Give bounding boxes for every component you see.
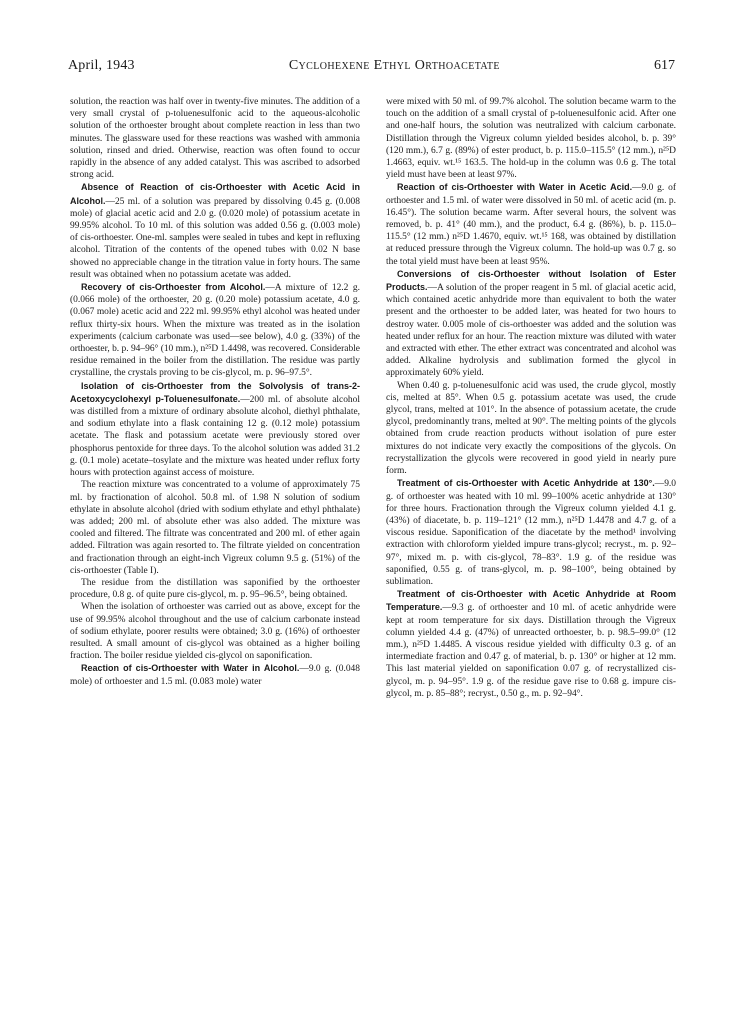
paragraph-body: —9.0 g. of orthoester and 1.5 ml. of water were dissolved in 50 ml. of acetic acid (m. p. 16.45°). The solution became warm. After several hours, the solvent was removed, b. p. 41° (40 mm.), and the product, 6.4 g. (86%), b. p. 115.0–115.5° (12 mm.) n²⁵D 1.4670, equiv. wt.¹⁵ 168, was obtained by distillation at reduced pressure through the Vigreux column. The hold-up was 0.7 g. so the total yield must have been at least 95%.	[386, 183, 676, 267]
header-date: April, 1943	[68, 58, 135, 73]
paragraph-body: —9.0 g. (0.048 mole) of orthoester and 1.5 ml. (0.083 mole) water	[70, 664, 360, 687]
header-title: Cyclohexene Ethyl Orthoacetate	[288, 58, 500, 73]
paragraph-body: —25 ml. of a solution was prepared by dissolving 0.45 g. (0.008 mole) of glacial acetic acid and 2.0 g. (0.020 mole) of potassium acetate in 99.95% alcohol. To 10 ml. of this solution was added 0.56 g. (0.003 mole) of cis-orthoester. One-ml. samples were sealed in tubes and kept in refluxing alcohol. Titration of the contents of the opened tubes with 0.02 N base showed no appreciable change in the titration value in forty hours. The same result was obtained when no potassium acetate was added.	[70, 196, 360, 280]
paragraph-body: —A mixture of 12.2 g. (0.066 mole) of the orthoester, 20 g. (0.20 mole) potassium acetate, 4.0 g. (0.067 mole) acetic acid and 222 ml. 99.95% ethyl alcohol was heated under reflux thirty-six hours. When the mixture was treated as in the isolation experiments (calcium carbonate was used—see below), 4.0 g. (33%) of the orthoester, b. p. 94–96° (10 mm.), n²⁵D 1.4498, was recovered. Considerable residue remained in the boiler from the distillation. The residue was partly crystalline, the crystals proving to be cis-glycol, m. p. 96–97.5°.	[70, 283, 360, 379]
section-heading: Reaction of cis-Orthoester with Water in Alcohol.	[81, 663, 300, 674]
page-number: 617	[654, 58, 675, 73]
left-column	[70, 96, 360, 688]
paragraph	[70, 662, 360, 687]
paragraph	[70, 380, 360, 480]
paragraph	[386, 477, 676, 588]
section-heading: Treatment of cis-Orthoester with Acetic Anhydride at Room Temperature.	[386, 589, 676, 613]
paragraph: solution, the reaction was half over in twenty-five minutes. The addition of a very small crystal of p-toluenesulfonic acid to the aqueous-alcoholic solution of the orthoester brought about complete reaction in less than two minutes. The glassware used for these reactions was washed with ammonia solution, rinsed and dried. Otherwise, reaction was often found to occur rapidly in the absence of any added catalyst. This was ascribed to adsorbed strong acid.	[70, 97, 360, 181]
paragraph: The reaction mixture was concentrated to a volume of approximately 75 ml. by fractionation of alcohol. 50.8 ml. of 1.98 N solution of sodium ethylate in absolute alcohol (dried with sodium ethylate and ethyl phthalate) was added; 200 ml. of absolute ether was also added. The mixture was cooled and filtered. The filtrate was concentrated and 200 ml. of ether again added. Filtration was again resorted to. The filtrate yielded on concentration and fractionation through an eight-inch Vigreux column 9.5 g. (51%) of the cis-orthoester (Table I).	[70, 480, 360, 576]
section-heading: Absence of Reaction of cis-Orthoester with Acetic Acid in Alcohol.	[70, 182, 360, 206]
paragraph: When 0.40 g. p-toluenesulfonic acid was used, the crude glycol, mostly cis, melted at 85°. When 0.5 g. potassium acetate was used, the crude glycol, trans, melted at 101°. In the absence of potassium acetate, the crude glycol, predominantly trans, melted at 90°. The melting points of the glycols obtained from crude reaction products without isolation of pure ester mixtures do not indicate very exactly the compositions of the glycols. On recrystallization the glycols were recovered in good yield in nearly pure form.	[386, 380, 676, 477]
paragraph	[70, 281, 360, 380]
paragraph	[386, 181, 676, 267]
section-heading: Recovery of cis-Orthoester from Alcohol.	[81, 282, 266, 293]
paragraph: were mixed with 50 ml. of 99.7% alcohol. The solution became warm to the touch on the addition of a small crystal of p-toluenesulfonic acid. After one and one-half hours, the solution was neutralized with calcium carbonate. Distillation through the Vigreux column yielded besides alcohol, b. p. 39° (120 mm.), 6.7 g. (89%) of ester product, b. p. 115.0–115.5° (12 mm.), n²⁵D 1.4663, equiv. wt.¹⁵ 163.5. The hold-up in the column was 0.6 g. The total yield must have been at least 97%.	[386, 97, 676, 181]
running-header	[68, 58, 675, 74]
paragraph	[386, 588, 676, 700]
paragraph	[386, 268, 676, 380]
section-heading: Reaction of cis-Orthoester with Water in Acetic Acid.	[397, 182, 633, 193]
paragraph: When the isolation of orthoester was carried out as above, except for the use of 99.95% alcohol throughout and the use of calcium carbonate instead of sodium ethylate, poorer results were obtained; 3.0 g. (16%) of orthoester resulted. A small amount of cis-glycol was obtained as a higher boiling fraction. The boiler residue yielded cis-glycol on saponification.	[70, 602, 360, 662]
paragraph-body: —9.3 g. of orthoester and 10 ml. of acetic anhydride were kept at room temperature for six days. Distillation through the Vigreux column yielded 4.4 g. (47%) of unreacted orthoester, b. p. 98.5–99.0° (12 mm.), n²⁵D 1.4485. A viscous residue yielded with difficulty 0.3 g. of an intermediate fraction and 0.47 g. of material, b. p. 130° or higher at 12 mm. This last material yielded on saponification 0.07 g. of recrystallized cis-glycol, m. p. 94–95°. 1.9 g. of the residue gave rise to 0.68 g. impure cis-glycol, m. p. 85–88°; recryst., 0.50 g., m. p. 92–94°.	[386, 603, 676, 699]
paragraph-body: —A solution of the proper reagent in 5 ml. of glacial acetic acid, which contained acetic anhydride more than equivalent to both the water present and the orthoester to be added later, was heated for two hours to destroy water. 0.005 mole of cis-orthoester was added and the solution was heated under reflux for an hour. The reaction mixture was diluted with water and extracted with ether. The ether extract was concentrated and alcohol was added. Alkaline hydrolysis and sublimation formed the glycol in approximately 60% yield.	[386, 283, 676, 379]
section-heading: Treatment of cis-Orthoester with Acetic Anhydride at 130°.	[397, 478, 655, 489]
paragraph: The residue from the distillation was saponified by the orthoester procedure, 0.8 g. of quite pure cis-glycol, m. p. 95–96.5°, being obtained.	[70, 577, 360, 601]
paragraph-body: —9.0 g. of orthoester was heated with 10 ml. 99–100% acetic anhydride at 130° for three hours. Fractionation through the Vigreux column yielded 4.1 g. (43%) of diacetate, b. p. 119–121° (12 mm.), n²⁵D 1.4478 and 4.7 g. of a viscous residue. Saponification of the diacetate by the method¹ involving extraction with chloroform yielded impure trans-glycol; recryst., m. p. 92–97°, mixed m. p. with cis-glycol, 78–83°. 1.9 g. of the residue was saponified, 0.55 g. of trans-glycol, m. p. 98–100°, being obtained by sublimation.	[386, 479, 676, 587]
paragraph	[70, 181, 360, 281]
section-heading: Isolation of cis-Orthoester from the Solvolysis of trans-2-Acetoxycyclohexyl p-Toluenesulfonate.	[70, 380, 360, 404]
right-column	[386, 96, 676, 700]
section-heading: Conversions of cis-Orthoester without Isolation of Ester Products.	[386, 268, 676, 293]
paragraph-body: —200 ml. of absolute alcohol was distilled from a mixture of ordinary absolute alcohol, diethyl phthalate, and sodium ethylate into a flask containing 12 g. (0.12 mole) potassium acetate. The flask and potassium acetate were previously stored over phosphorus pentoxide for three days. To the alcohol solution was added 31.2 g. (0.1 mole) acetate–tosylate and the mixture was heated under reflux forty hours with protection against access of moisture.	[70, 394, 360, 479]
